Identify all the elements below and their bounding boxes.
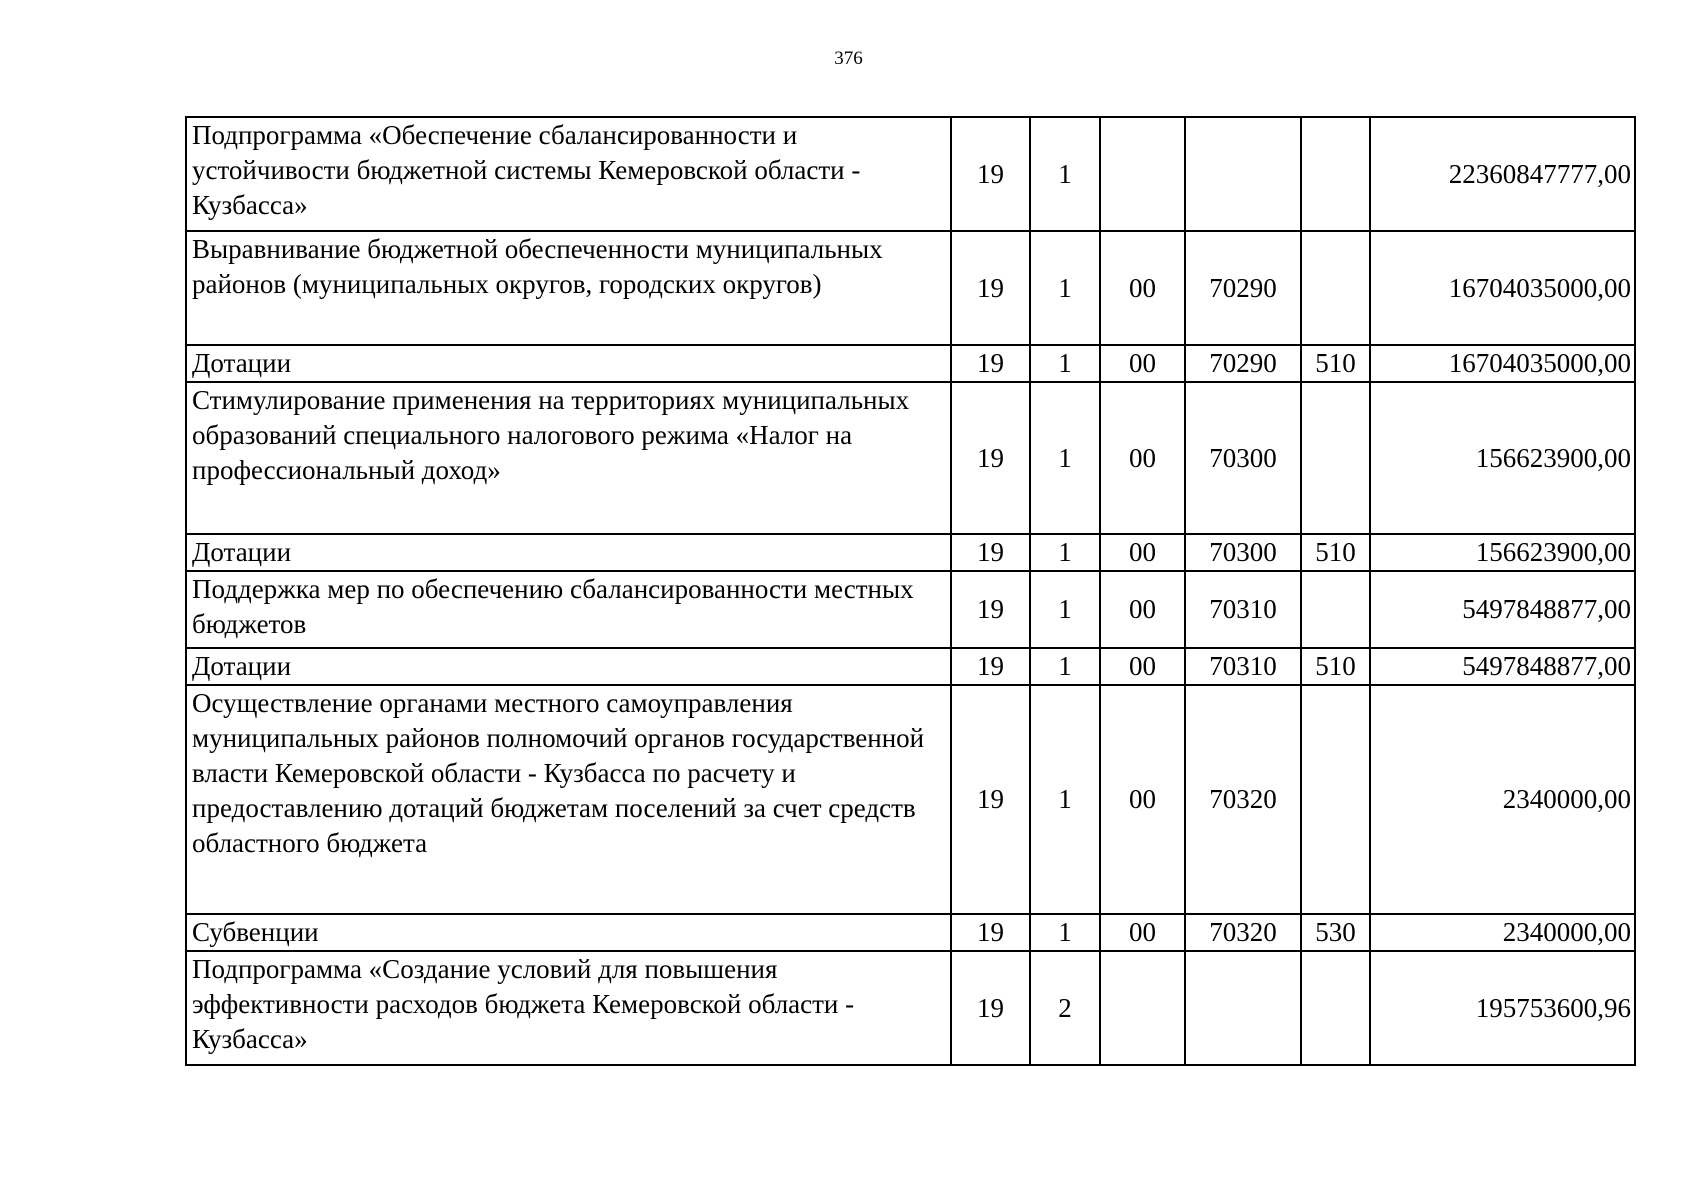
code-subprogram: 2 <box>1030 951 1100 1065</box>
code-direction: 70300 <box>1185 382 1301 534</box>
code-group: 00 <box>1100 914 1185 951</box>
code-section: 19 <box>951 345 1030 382</box>
amount: 2340000,00 <box>1370 914 1635 951</box>
table-row <box>186 914 1635 951</box>
table-row <box>186 534 1635 571</box>
amount: 2340000,00 <box>1370 685 1635 914</box>
code-expense-type <box>1301 117 1370 231</box>
code-expense-type: 510 <box>1301 648 1370 685</box>
amount: 22360847777,00 <box>1370 117 1635 231</box>
amount: 156623900,00 <box>1370 534 1635 571</box>
code-direction: 70310 <box>1185 571 1301 648</box>
code-subprogram: 1 <box>1030 534 1100 571</box>
item-name: Дотации <box>186 648 951 685</box>
item-name: Стимулирование применения на территориях муниципальных образований специального налогового режима «Налог на профессиональный доход» <box>186 382 951 534</box>
code-direction: 70300 <box>1185 534 1301 571</box>
code-direction <box>1185 117 1301 231</box>
code-subprogram: 1 <box>1030 231 1100 345</box>
code-direction <box>1185 951 1301 1065</box>
code-group: 00 <box>1100 648 1185 685</box>
code-subprogram: 1 <box>1030 117 1100 231</box>
budget-table <box>185 116 1636 1066</box>
code-direction: 70320 <box>1185 685 1301 914</box>
item-name: Подпрограмма «Обеспечение сбалансированности и устойчивости бюджетной системы Кемеровской области - Кузбасса» <box>186 117 951 231</box>
code-direction: 70320 <box>1185 914 1301 951</box>
item-name: Поддержка мер по обеспечению сбалансированности местных бюджетов <box>186 571 951 648</box>
table-row <box>186 231 1635 345</box>
code-subprogram: 1 <box>1030 571 1100 648</box>
table-row <box>186 571 1635 648</box>
table-row <box>186 685 1635 914</box>
code-expense-type <box>1301 685 1370 914</box>
code-expense-type: 530 <box>1301 914 1370 951</box>
code-section: 19 <box>951 951 1030 1065</box>
code-section: 19 <box>951 571 1030 648</box>
code-subprogram: 1 <box>1030 345 1100 382</box>
code-group: 00 <box>1100 345 1185 382</box>
amount: 5497848877,00 <box>1370 571 1635 648</box>
code-direction: 70310 <box>1185 648 1301 685</box>
table-row <box>186 345 1635 382</box>
table-row <box>186 117 1635 231</box>
item-name: Дотации <box>186 345 951 382</box>
code-subprogram: 1 <box>1030 648 1100 685</box>
code-group <box>1100 117 1185 231</box>
code-direction: 70290 <box>1185 231 1301 345</box>
code-group: 00 <box>1100 382 1185 534</box>
code-subprogram: 1 <box>1030 382 1100 534</box>
code-direction: 70290 <box>1185 345 1301 382</box>
code-expense-type: 510 <box>1301 534 1370 571</box>
code-section: 19 <box>951 685 1030 914</box>
code-expense-type <box>1301 231 1370 345</box>
table-row <box>186 648 1635 685</box>
code-section: 19 <box>951 117 1030 231</box>
amount: 16704035000,00 <box>1370 345 1635 382</box>
amount: 16704035000,00 <box>1370 231 1635 345</box>
table-row <box>186 951 1635 1065</box>
code-expense-type: 510 <box>1301 345 1370 382</box>
item-name: Подпрограмма «Создание условий для повышения эффективности расходов бюджета Кемеровской области - Кузбасса» <box>186 951 951 1065</box>
code-expense-type <box>1301 951 1370 1065</box>
amount: 156623900,00 <box>1370 382 1635 534</box>
code-group <box>1100 951 1185 1065</box>
code-section: 19 <box>951 231 1030 345</box>
item-name: Осуществление органами местного самоуправления муниципальных районов полномочий органов государственной власти Кемеровской области - Кузбасса по расчету и предоставлению дотаций бюджетам поселений за счет средств областного бюджета <box>186 685 951 914</box>
item-name: Субвенции <box>186 914 951 951</box>
code-section: 19 <box>951 534 1030 571</box>
code-section: 19 <box>951 914 1030 951</box>
item-name: Дотации <box>186 534 951 571</box>
amount: 195753600,96 <box>1370 951 1635 1065</box>
table-row <box>186 382 1635 534</box>
code-subprogram: 1 <box>1030 685 1100 914</box>
amount: 5497848877,00 <box>1370 648 1635 685</box>
page-number: 376 <box>834 48 863 69</box>
code-group: 00 <box>1100 685 1185 914</box>
code-group: 00 <box>1100 571 1185 648</box>
code-expense-type <box>1301 571 1370 648</box>
code-group: 00 <box>1100 534 1185 571</box>
code-section: 19 <box>951 648 1030 685</box>
code-section: 19 <box>951 382 1030 534</box>
code-group: 00 <box>1100 231 1185 345</box>
code-subprogram: 1 <box>1030 914 1100 951</box>
code-expense-type <box>1301 382 1370 534</box>
item-name: Выравнивание бюджетной обеспеченности муниципальных районов (муниципальных округов, городских округов) <box>186 231 951 345</box>
